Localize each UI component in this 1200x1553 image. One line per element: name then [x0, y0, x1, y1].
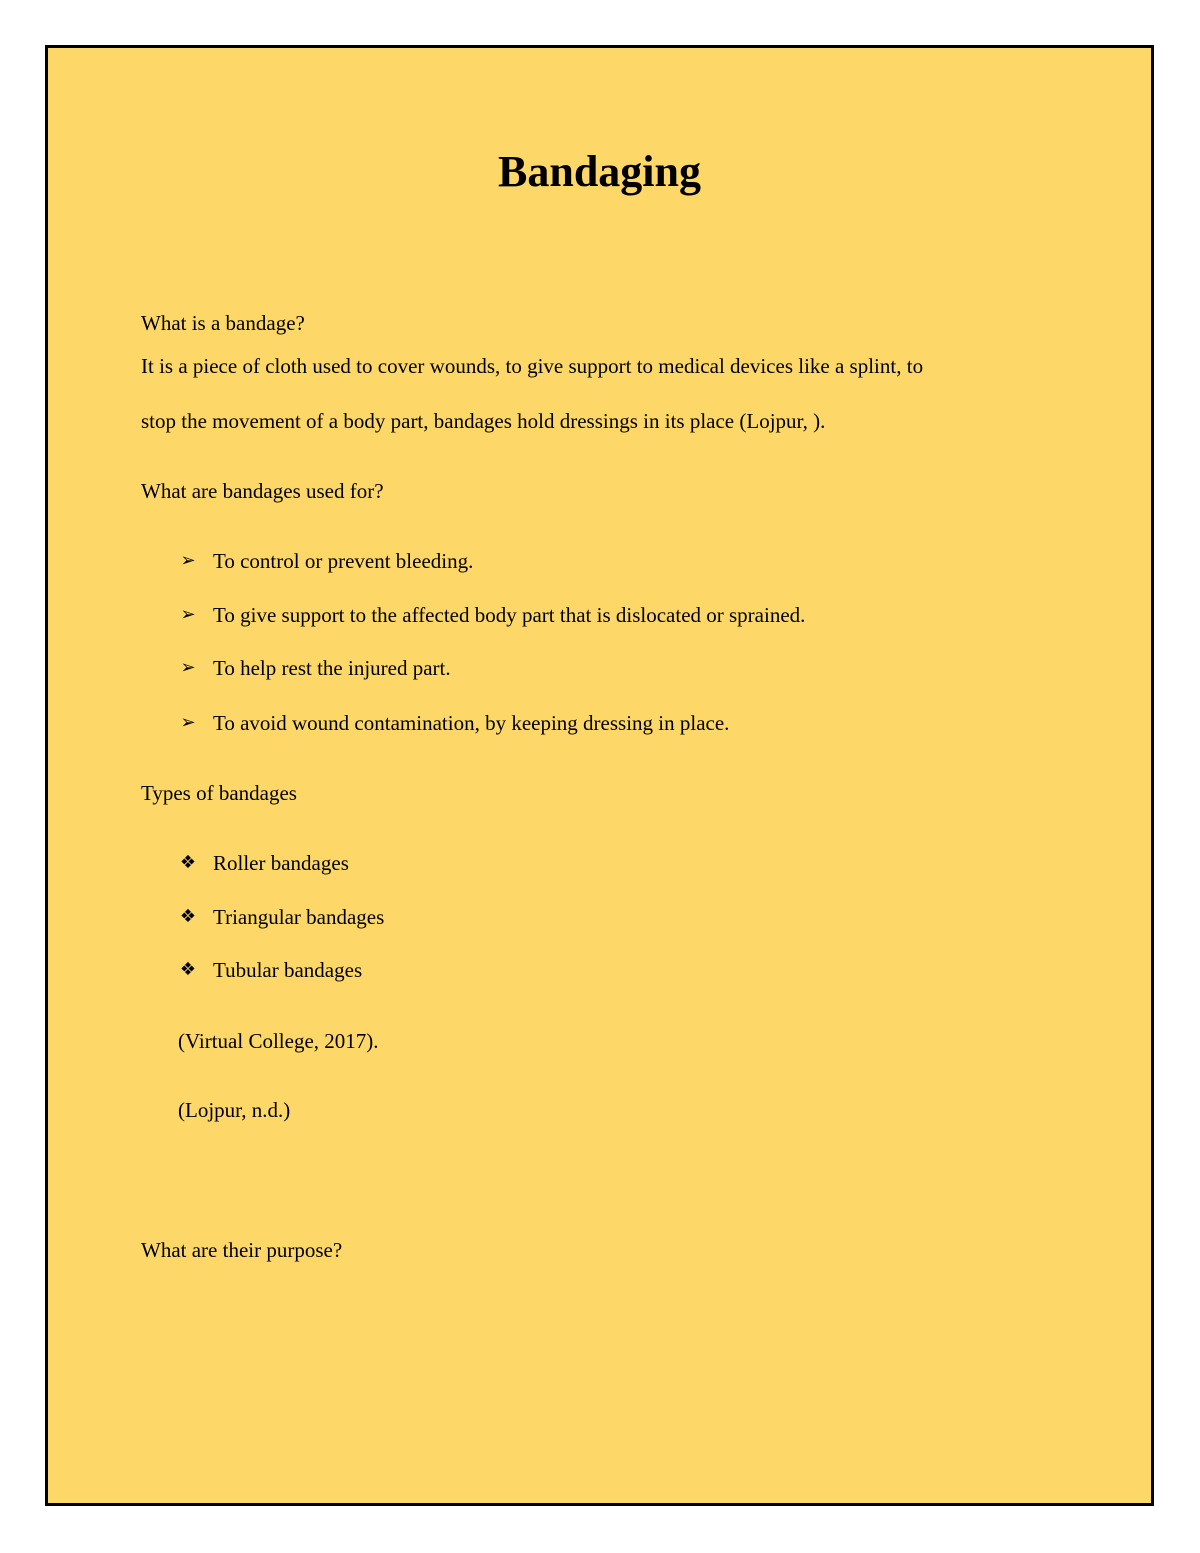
- citation-virtual-college: (Virtual College, 2017).: [178, 1029, 379, 1053]
- question-bandage-uses: What are bandages used for?: [141, 479, 384, 503]
- arrowhead-bullet-icon: ➢: [180, 712, 196, 733]
- arrowhead-bullet-icon: ➢: [180, 604, 196, 625]
- definition-line-2: stop the movement of a body part, bandages hold dressings in its place (Lojpur, ).: [141, 409, 826, 433]
- page-title: Bandaging: [498, 147, 701, 196]
- question-what-is-bandage: What is a bandage?: [141, 311, 305, 335]
- four-diamond-bullet-icon: ❖: [179, 906, 197, 927]
- definition-line-1: It is a piece of cloth used to cover wounds, to give support to medical devices like a splint, to: [141, 354, 924, 378]
- four-diamond-bullet-icon: ❖: [179, 959, 197, 980]
- four-diamond-bullet-icon: ❖: [179, 852, 197, 873]
- arrowhead-bullet-icon: ➢: [180, 657, 196, 678]
- types-heading: Types of bandages: [141, 781, 297, 805]
- question-purpose: What are their purpose?: [141, 1238, 343, 1262]
- page-frame: Bandaging What is a bandage? It is a piece of cloth used to cover wounds, to give support to medical devices like a splint, to stop the movement of a body part, bandages hold dressings in its place (Lojpur, ). What are bandages used for? ➢ To control or prevent bleeding. ➢ To give support to the affected body part that is dislocated or sprained. ➢ To help rest the injured part. ➢ To avoid wound contamination, by keeping dressing in place. Types of bandages ❖ Roller bandages ❖ Triangular bandages ❖ Tubular bandages (Virtual College, 2017). (Lojpur, n.d.) What are their purpose?: [45, 45, 1154, 1506]
- arrowhead-bullet-icon: ➢: [180, 550, 196, 571]
- citation-lojpur: (Lojpur, n.d.): [178, 1098, 291, 1122]
